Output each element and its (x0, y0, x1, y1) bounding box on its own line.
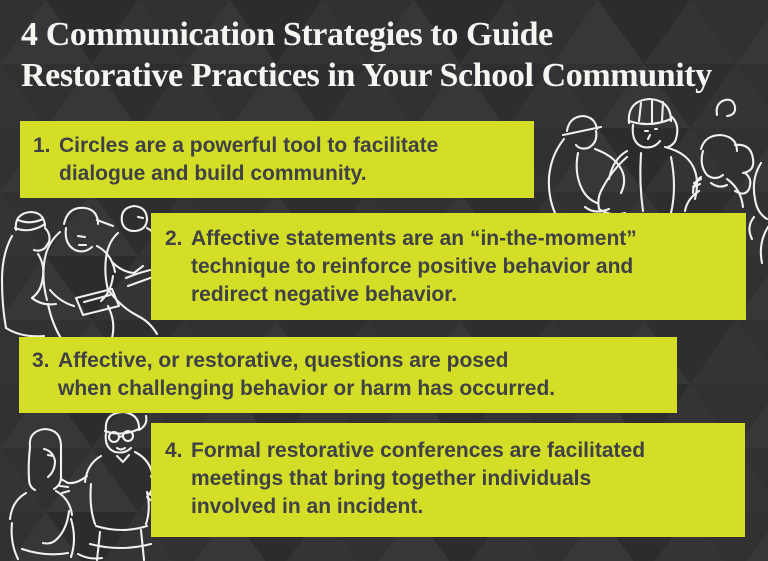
title-line-2: Restorative Practices in Your School Community (21, 57, 712, 94)
strategy-3-box (19, 337, 677, 413)
page-title (21, 14, 712, 96)
strategy-1-box (20, 121, 534, 198)
title-line-1: 4 Communication Strategies to Guide (21, 16, 553, 53)
strategy-4-number: 4. (165, 439, 183, 462)
strategy-3-text: Affective, or restorative, questions are posed when challenging behavior or harm has occurred. (58, 349, 556, 400)
strategy-4-box (151, 423, 745, 537)
strategy-2-box (151, 213, 746, 320)
tablet-icon (76, 289, 119, 315)
strategy-1-text: Circles are a powerful tool to facilitate dialogue and build community. (59, 134, 439, 185)
students-sketch-left (0, 196, 162, 344)
strategy-2-number: 2. (165, 227, 183, 250)
strategy-1-number: 1. (33, 134, 51, 157)
strategy-4-text: Formal restorative conferences are facilitated meetings that bring together individuals involved in an incident. (191, 439, 646, 518)
strategy-3-number: 3. (32, 349, 50, 372)
strategy-2-text: Affective statements are an “in-the-moment” technique to reinforce positive behavior and redirect negative behavior. (191, 227, 637, 306)
hair-curl-icon (717, 100, 735, 116)
